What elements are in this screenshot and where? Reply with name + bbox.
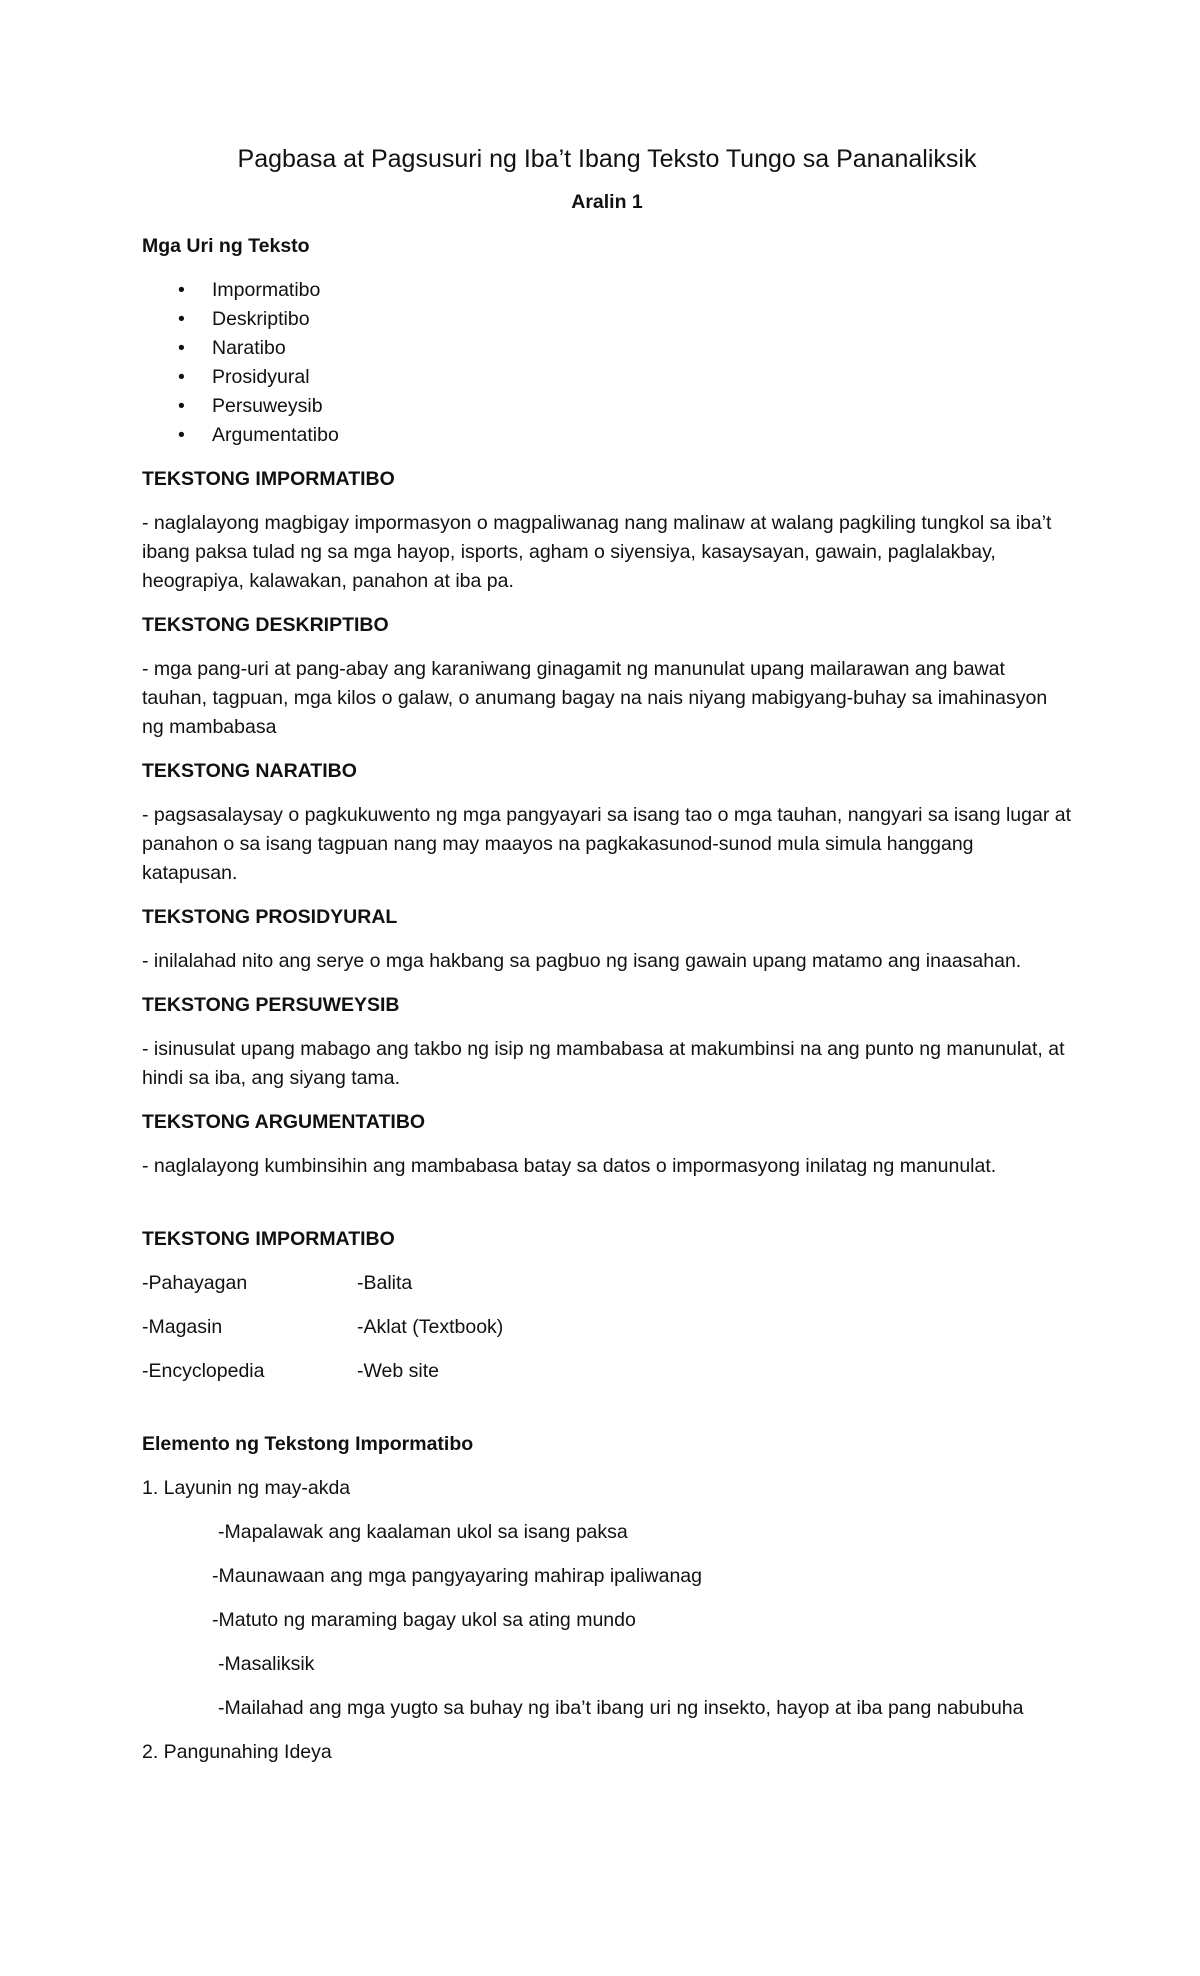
lesson-label: Aralin 1: [571, 191, 643, 213]
section-heading: TEKSTONG PERSUWEYSIB: [142, 994, 400, 1016]
example-item: -Balita: [357, 1272, 413, 1294]
section-heading: TEKSTONG IMPORMATIBO: [142, 468, 395, 490]
goal-item: -Masaliksik: [218, 1653, 315, 1675]
list-item: • Persuweysib: [142, 392, 1072, 421]
page-title: Pagbasa at Pagsusuri ng Iba’t Ibang Teksto Tungo sa Pananaliksik: [237, 145, 977, 173]
element-item: 1. Layunin ng may-akda: [142, 1477, 351, 1499]
element-item: 2. Pangunahing Ideya: [142, 1741, 332, 1763]
section-text: - isinusulat upang mabago ang takbo ng isip ng mambabasa at makumbinsi na ang punto ng manunulat, at hindi sa iba, ang siyang tama.: [142, 1038, 1065, 1089]
section-text: - inilalahad nito ang serye o mga hakbang sa pagbuo ng isang gawain upang matamo ang inaasahan.: [142, 950, 1022, 972]
spacer: [142, 1401, 1072, 1430]
bullet-icon: •: [178, 366, 185, 388]
section-heading: TEKSTONG ARGUMENTATIBO: [142, 1111, 426, 1133]
section-heading: TEKSTONG DESKRIPTIBO: [142, 614, 389, 636]
spacer: [142, 1196, 1072, 1225]
examples-row: [142, 1357, 1072, 1386]
section-heading: TEKSTONG PROSIDYURAL: [142, 906, 398, 928]
list-item: • Impormatibo: [142, 276, 1072, 305]
section-heading: TEKSTONG NARATIBO: [142, 760, 357, 782]
bullet-icon: •: [178, 279, 185, 301]
bullet-icon: •: [178, 395, 185, 417]
bullet-icon: •: [178, 424, 185, 446]
document-body: [142, 142, 1072, 1782]
example-item: -Pahayagan: [142, 1272, 248, 1294]
examples-heading: TEKSTONG IMPORMATIBO: [142, 1228, 395, 1250]
elements-heading: Elemento ng Tekstong Impormatibo: [142, 1433, 474, 1455]
example-item: -Magasin: [142, 1316, 223, 1338]
section-text: - naglalayong kumbinsihin ang mambabasa batay sa datos o impormasyong inilatag ng manunulat.: [142, 1155, 997, 1177]
types-list: [142, 276, 1072, 450]
types-heading: Mga Uri ng Teksto: [142, 235, 310, 257]
list-item: • Naratibo: [142, 334, 1072, 363]
section-text: - pagsasalaysay o pagkukuwento ng mga pangyayari sa isang tao o mga tauhan, nangyari sa isang lugar at panahon o sa isang tagpuan nang may maayos na pagkakasunod-sunod mula simula hanggang katapusan.: [142, 804, 1072, 884]
example-item: -Web site: [357, 1360, 439, 1382]
examples-row: [142, 1313, 1072, 1342]
example-item: -Encyclopedia: [142, 1360, 265, 1382]
goal-item: -Maunawaan ang mga pangyayaring mahirap ipaliwanag: [212, 1565, 702, 1587]
section-text: - mga pang-uri at pang-abay ang karaniwang ginagamit ng manunulat upang mailarawan ang bawat tauhan, tagpuan, mga kilos o galaw, o anumang bagay na nais niyang mabigyang-buhay sa imahinasyon ng mambabasa: [142, 658, 1048, 738]
list-item: • Prosidyural: [142, 363, 1072, 392]
examples-row: [142, 1269, 1072, 1298]
list-item: • Deskriptibo: [142, 305, 1072, 334]
goal-item: -Mapalawak ang kaalaman ukol sa isang paksa: [218, 1521, 628, 1543]
bullet-icon: •: [178, 308, 185, 330]
goal-item: -Matuto ng maraming bagay ukol sa ating mundo: [212, 1609, 636, 1631]
goal-item: -Mailahad ang mga yugto sa buhay ng iba’t ibang uri ng insekto, hayop at iba pang nabubuha: [218, 1697, 1024, 1719]
section-text: - naglalayong magbigay impormasyon o magpaliwanag nang malinaw at walang pagkiling tungkol sa iba’t ibang paksa tulad ng sa mga hayop, isports, agham o siyensiya, kasaysayan, gawain, paglalakbay, heograpiya, kalawakan, panahon at iba pa.: [142, 512, 1052, 592]
bullet-icon: •: [178, 337, 185, 359]
list-item: • Argumentatibo: [142, 421, 1072, 450]
example-item: -Aklat (Textbook): [357, 1316, 504, 1338]
